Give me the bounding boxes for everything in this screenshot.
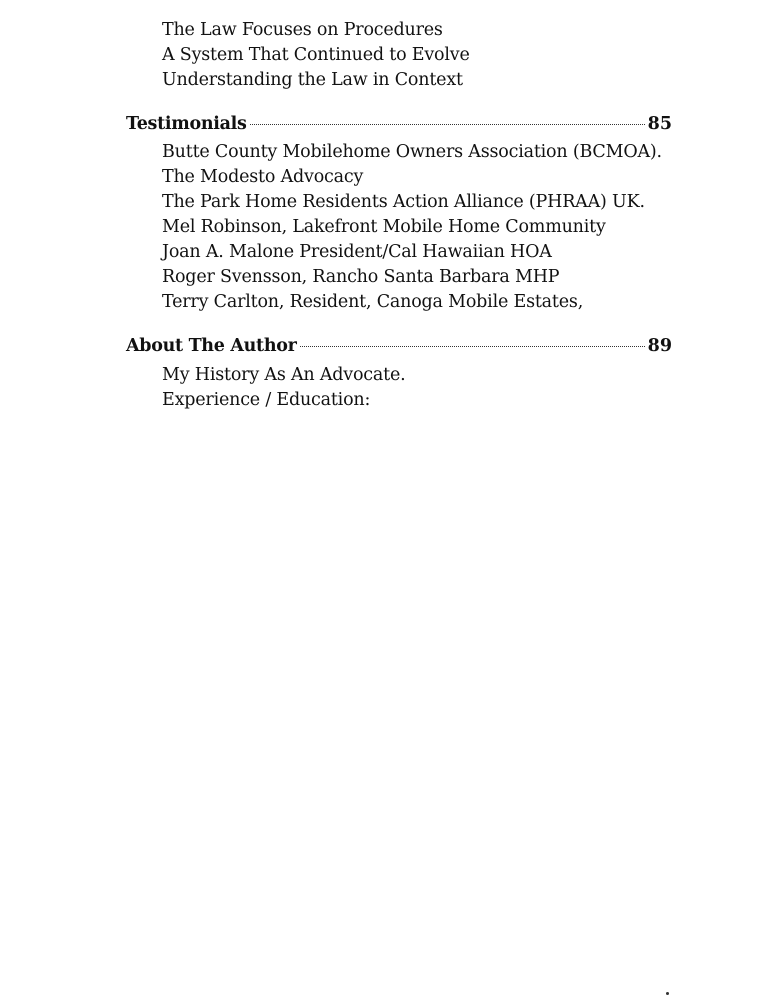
toc-subentry[interactable]: Mel Robinson, Lakefront Mobile Home Community [162, 217, 606, 237]
testimonials-subsection-list [162, 140, 662, 315]
toc-subentry[interactable]: The Modesto Advocacy [162, 167, 364, 187]
toc-subentry[interactable]: Terry Carlton, Resident, Canoga Mobile Estates, [162, 292, 584, 312]
toc-subentry[interactable]: The Park Home Residents Action Alliance (PHRAA) UK. [162, 192, 645, 212]
toc-entry-title: Testimonials [126, 114, 247, 134]
stray-mark [666, 992, 669, 995]
toc-subentry[interactable]: Experience / Education: [162, 390, 371, 410]
carryover-subsection-list [162, 18, 470, 93]
toc-subentry[interactable]: My History As An Advocate. [162, 365, 406, 385]
toc-subentry[interactable]: Roger Svensson, Rancho Santa Barbara MHP [162, 267, 560, 287]
toc-entry-testimonials[interactable] [126, 112, 672, 137]
dot-leader [300, 345, 645, 347]
toc-subentry[interactable]: Joan A. Malone President/Cal Hawaiian HOA [162, 242, 552, 262]
about-subsection-list [162, 363, 406, 413]
toc-entry-about-the-author[interactable] [126, 334, 672, 359]
toc-subentry[interactable]: A System That Continued to Evolve [162, 45, 470, 65]
toc-subentry[interactable]: Butte County Mobilehome Owners Association (BCMOA). [162, 142, 662, 162]
dot-leader [250, 123, 645, 125]
toc-page-number: 85 [647, 114, 672, 134]
toc-subentry[interactable]: Understanding the Law in Context [162, 70, 463, 90]
toc-entry-title: About The Author [126, 336, 297, 356]
toc-page-number: 89 [647, 336, 672, 356]
toc-subentry[interactable]: The Law Focuses on Procedures [162, 20, 443, 40]
